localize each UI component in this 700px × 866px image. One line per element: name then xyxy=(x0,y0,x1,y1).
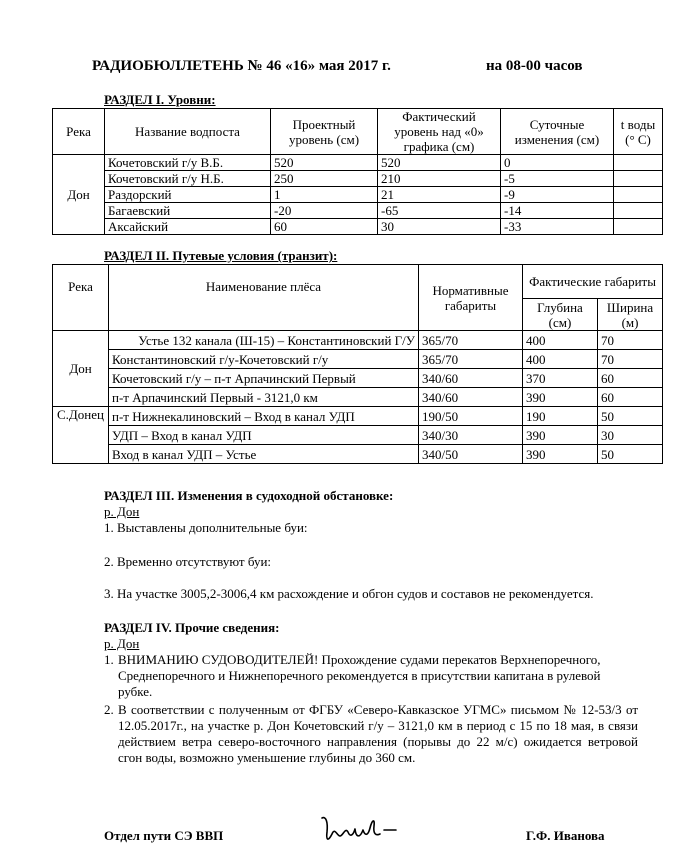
depth: 400 xyxy=(523,331,598,350)
depth: 370 xyxy=(523,369,598,388)
design-level: 1 xyxy=(271,187,378,203)
section4-item2-num: 2. xyxy=(104,702,114,717)
section3-item3: 3. На участке 3005,2-3006,4 км расхождение и обгон судов и составов не рекомендуется. xyxy=(104,586,594,601)
norm-dims: 340/60 xyxy=(419,369,523,388)
department-name: Отдел пути СЭ ВВП xyxy=(104,828,224,843)
daily-change: -9 xyxy=(501,187,614,203)
water-temp xyxy=(614,171,663,187)
width: 60 xyxy=(598,388,663,407)
table-row xyxy=(53,350,663,369)
stretch-name: п-т Нижнекалиновский – Вход в канал УДП xyxy=(109,407,419,426)
depth: 400 xyxy=(523,350,598,369)
table-row xyxy=(53,388,663,407)
depth: 190 xyxy=(523,407,598,426)
norm-dims: 340/60 xyxy=(419,388,523,407)
col-actual: Фактические габариты xyxy=(523,265,663,299)
width: 70 xyxy=(598,331,663,350)
section3-heading: РАЗДЕЛ III. Изменения в судоходной обстановке: xyxy=(104,488,394,503)
norm-dims: 340/50 xyxy=(419,445,523,464)
design-level: 250 xyxy=(271,171,378,187)
design-level: 60 xyxy=(271,219,378,235)
daily-change: -14 xyxy=(501,203,614,219)
bulletin-number-date: РАДИОБЮЛЛЕТЕНЬ № 46 «16» мая 2017 г. xyxy=(92,58,391,74)
width: 50 xyxy=(598,407,663,426)
col-daily-change: Суточные изменения (см) xyxy=(501,109,614,155)
table-row xyxy=(53,331,663,350)
col-station: Название водпоста xyxy=(105,109,271,155)
daily-change: -5 xyxy=(501,171,614,187)
actual-level: 21 xyxy=(378,187,501,203)
transit-header-row xyxy=(53,265,663,299)
actual-level: -65 xyxy=(378,203,501,219)
norm-dims: 340/30 xyxy=(419,426,523,445)
depth: 390 xyxy=(523,388,598,407)
signer-name: Г.Ф. Иванова xyxy=(526,828,605,843)
section1-heading xyxy=(104,92,216,108)
norm-dims: 190/50 xyxy=(419,407,523,426)
col-river: Река xyxy=(53,109,105,155)
section4-item2: В соответствии с полученным от ФГБУ «Северо-Кавказское УГМС» письмом № 12-53/3 от 12.05.2017г., на участке р. Дон Кочетовский г/у – 3121,0 км в период с 15 по 18 мая, в связи действием ветра северо-восточного направления (порывы до 22 м/с) ожидается ветровой сгон воды, возможно уменьшение глубины до 360 см. xyxy=(118,702,638,765)
section3-item2: 2. Временно отсутствуют буи: xyxy=(104,554,272,569)
design-level: -20 xyxy=(271,203,378,219)
stretch-name: УДП – Вход в канал УДП xyxy=(109,426,419,445)
col-actual-level: Фактический уровень над «0» графика (см) xyxy=(378,109,501,155)
levels-header-row xyxy=(53,109,663,155)
river-name: Дон xyxy=(53,155,105,235)
design-level: 520 xyxy=(271,155,378,171)
bulletin-time: на 08-00 часов xyxy=(486,58,583,74)
width: 60 xyxy=(598,369,663,388)
table-row xyxy=(53,155,663,171)
col-depth: Глубина (см) xyxy=(523,299,598,331)
table-row xyxy=(53,369,663,388)
river-name: С.Донец xyxy=(53,407,109,464)
norm-dims: 365/70 xyxy=(419,331,523,350)
water-temp xyxy=(614,219,663,235)
stretch-name: Константиновский г/у-Кочетовский г/у xyxy=(109,350,419,369)
signature xyxy=(318,812,408,848)
stretch-name: Кочетовский г/у – п-т Арпачинский Первый xyxy=(109,369,419,388)
daily-change: 0 xyxy=(501,155,614,171)
width: 70 xyxy=(598,350,663,369)
section1-heading-text: РАЗДЕЛ I. Уровни: xyxy=(104,92,216,107)
depth: 390 xyxy=(523,426,598,445)
daily-change: -33 xyxy=(501,219,614,235)
section3-item1: 1. Выставлены дополнительные буи: xyxy=(104,520,308,535)
section4-item1: ВНИМАНИЮ СУДОВОДИТЕЛЕЙ! Прохождение судами перекатов Верхнепоречного, Среднепоречного и Нижнепоречного рекомендуется в присутствии капитана в рулевой рубке. xyxy=(118,652,601,699)
width: 50 xyxy=(598,445,663,464)
actual-level: 520 xyxy=(378,155,501,171)
station-name: Багаевский xyxy=(105,203,271,219)
water-temp xyxy=(614,203,663,219)
station-name: Аксайский xyxy=(105,219,271,235)
actual-level: 210 xyxy=(378,171,501,187)
norm-dims: 365/70 xyxy=(419,350,523,369)
levels-table xyxy=(52,108,663,235)
transit-table xyxy=(52,264,663,464)
station-name: Раздорский xyxy=(105,187,271,203)
section3-river: р. Дон xyxy=(104,504,140,519)
stretch-name: Вход в канал УДП – Устье xyxy=(109,445,419,464)
col-stretch: Наименование плёса xyxy=(109,265,419,331)
station-name: Кочетовский г/у В.Б. xyxy=(105,155,271,171)
table-row xyxy=(53,203,663,219)
depth: 390 xyxy=(523,445,598,464)
table-row xyxy=(53,407,663,426)
stretch-name: п-т Арпачинский Первый - 3121,0 км xyxy=(109,388,419,407)
col-design-level: Проектный уровень (см) xyxy=(271,109,378,155)
river-name: Дон xyxy=(53,331,109,407)
col-water-temp: t воды (° С) xyxy=(614,109,663,155)
water-temp xyxy=(614,187,663,203)
actual-level: 30 xyxy=(378,219,501,235)
table-row xyxy=(53,219,663,235)
col-river: Река xyxy=(53,265,109,331)
station-name: Кочетовский г/у Н.Б. xyxy=(105,171,271,187)
col-width: Ширина (м) xyxy=(598,299,663,331)
col-norm: Нормативные габариты xyxy=(419,265,523,331)
table-row xyxy=(53,426,663,445)
width: 30 xyxy=(598,426,663,445)
table-row xyxy=(53,187,663,203)
section4-heading: РАЗДЕЛ IV. Прочие сведения: xyxy=(104,620,280,635)
table-row xyxy=(53,171,663,187)
section2-heading-text: РАЗДЕЛ II. Путевые условия (транзит): xyxy=(104,248,338,263)
section2-heading xyxy=(104,248,337,264)
stretch-name: Устье 132 канала (Ш-15) – Константиновский Г/У xyxy=(109,331,419,350)
section4-river: р. Дон xyxy=(104,636,140,651)
section4-item1-num: 1. xyxy=(104,652,114,667)
water-temp xyxy=(614,155,663,171)
table-row xyxy=(53,445,663,464)
